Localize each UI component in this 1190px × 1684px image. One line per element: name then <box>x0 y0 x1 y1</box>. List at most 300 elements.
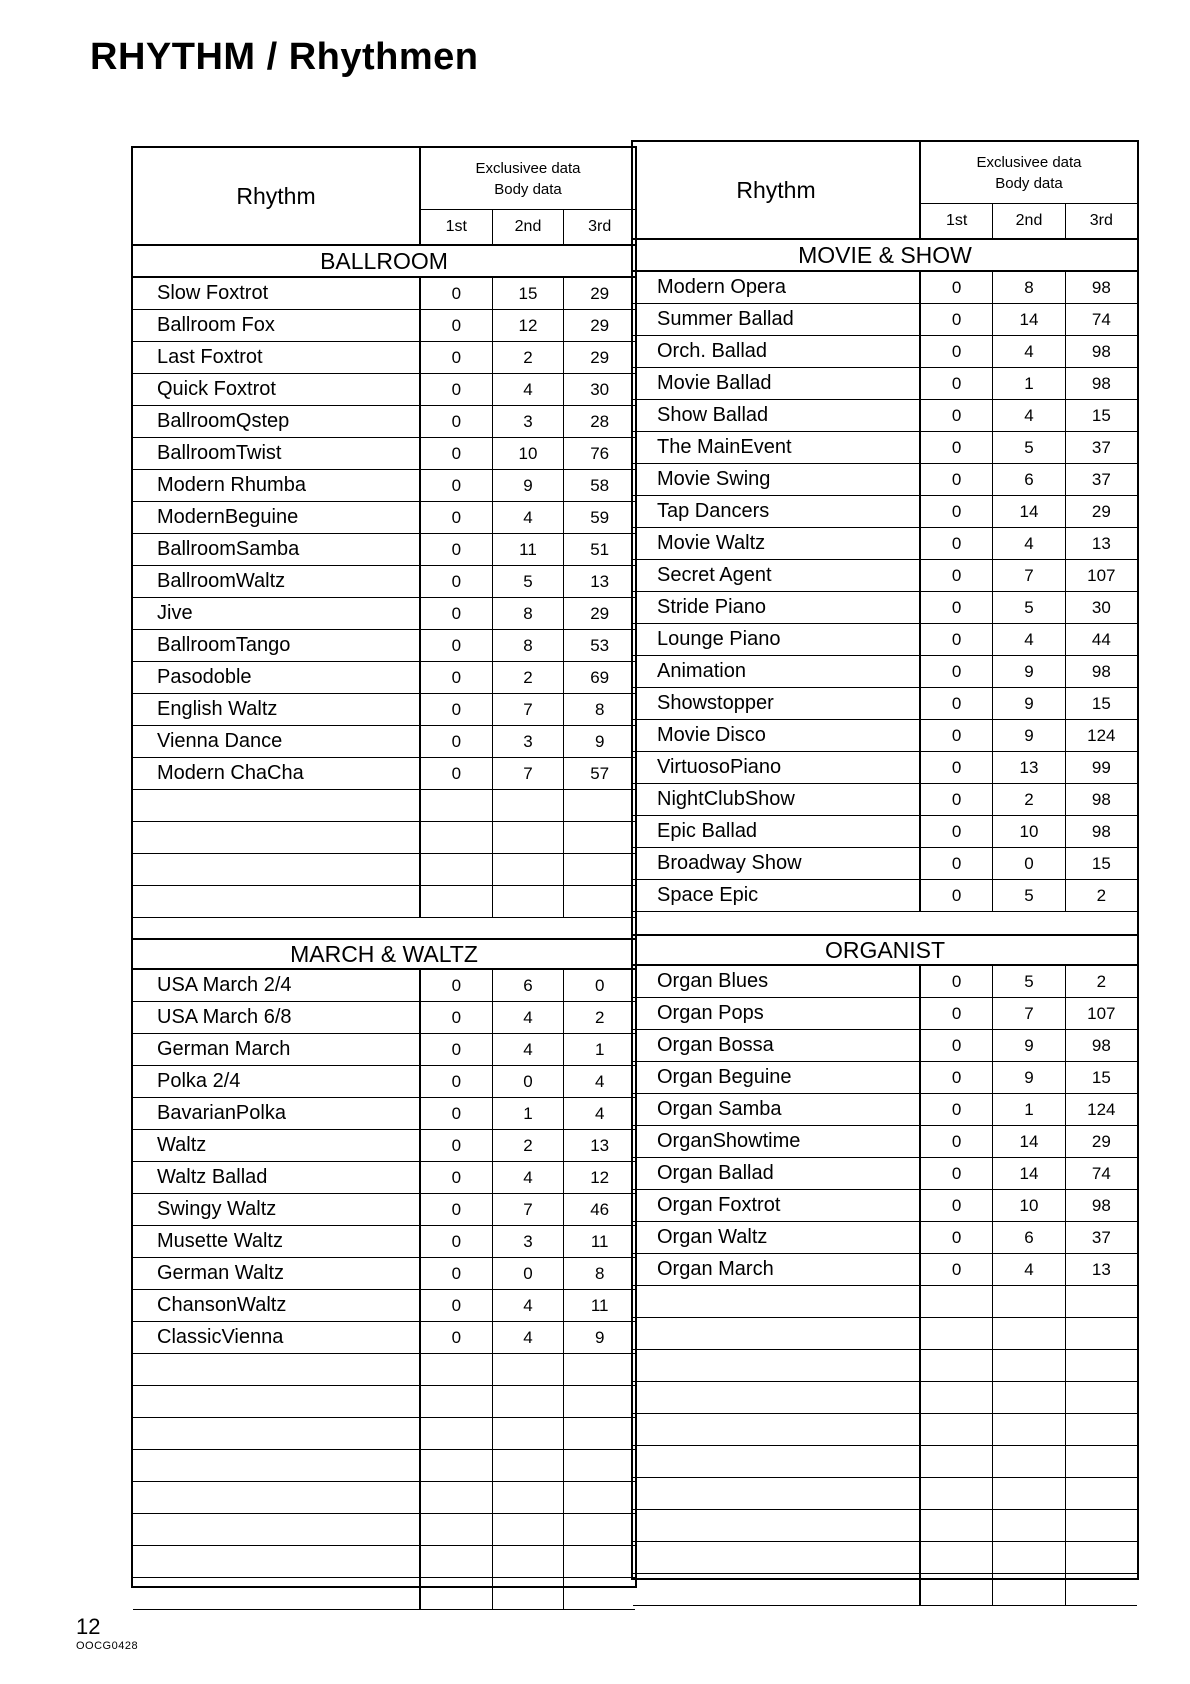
value-3rd-cell: 29 <box>563 278 635 309</box>
value-1st-cell: 0 <box>451 731 462 751</box>
value-1st-cell <box>421 822 492 853</box>
value-2nd-cell: 2 <box>492 1130 564 1161</box>
value-2nd-cell <box>992 1414 1064 1445</box>
value-2nd-cell <box>492 886 564 917</box>
table-row <box>133 1002 635 1034</box>
value-1st-cell <box>421 1578 492 1609</box>
rhythm-name-cell <box>633 1574 921 1605</box>
value-1st-cell: 0 <box>451 1135 462 1155</box>
value-3rd-cell: 98 <box>1065 368 1137 399</box>
value-3rd-cell: 37 <box>1065 464 1137 495</box>
rhythm-name-cell: ChansonWaltz <box>133 1290 421 1321</box>
value-2nd-cell: 10 <box>992 816 1064 847</box>
table-row <box>633 1126 1137 1158</box>
rhythm-name-cell: ModernBeguine <box>133 502 421 533</box>
value-2nd-cell <box>992 1446 1064 1477</box>
value-2nd-cell: 5 <box>992 880 1064 911</box>
value-2nd-cell: 6 <box>492 970 564 1001</box>
value-1st-cell: 0 <box>951 885 962 905</box>
rhythm-name-cell: Broadway Show <box>633 848 921 879</box>
table-row <box>633 368 1137 400</box>
table-row <box>633 656 1137 688</box>
value-2nd-cell <box>992 1542 1064 1573</box>
rhythm-name-cell <box>133 1354 421 1385</box>
exclusive-data-label: Exclusivee data <box>475 159 581 177</box>
value-2nd-cell <box>992 1510 1064 1541</box>
value-2nd-cell: 5 <box>992 966 1064 997</box>
empty-table-row <box>633 1446 1137 1478</box>
value-1st-cell <box>921 1574 992 1605</box>
value-2nd-cell <box>492 854 564 885</box>
empty-table-row <box>133 1354 635 1386</box>
table-row <box>633 1190 1137 1222</box>
value-2nd-cell: 9 <box>492 470 564 501</box>
value-2nd-cell <box>492 1578 564 1609</box>
section-title-organist: ORGANIST <box>633 934 1137 966</box>
value-2nd-cell: 4 <box>492 502 564 533</box>
value-1st-cell: 0 <box>451 411 462 431</box>
value-3rd-cell: 124 <box>1065 720 1137 751</box>
value-2nd-cell <box>992 1350 1064 1381</box>
table-row <box>133 1098 635 1130</box>
page-number: 12 <box>76 1614 101 1639</box>
section-title-ballroom: BALLROOM <box>133 246 635 278</box>
body-data-label: Body data <box>995 174 1063 192</box>
value-2nd-cell: 1 <box>992 1094 1064 1125</box>
value-1st-cell: 0 <box>451 1199 462 1219</box>
rhythm-name-cell: Organ Foxtrot <box>633 1190 921 1221</box>
value-1st-cell: 0 <box>951 1035 962 1055</box>
value-3rd-cell: 37 <box>1065 432 1137 463</box>
value-2nd-cell: 4 <box>492 1002 564 1033</box>
value-1st-cell: 0 <box>951 501 962 521</box>
document-code: OOCG0428 <box>76 1640 139 1652</box>
value-1st-cell <box>921 1382 992 1413</box>
value-1st-cell <box>921 1414 992 1445</box>
value-1st-cell: 0 <box>951 821 962 841</box>
rhythm-name-cell <box>133 1578 421 1609</box>
value-3rd-cell: 44 <box>1065 624 1137 655</box>
empty-table-row <box>633 1382 1137 1414</box>
rhythm-name-cell <box>133 886 421 917</box>
col-1st-header: 1st <box>445 218 467 235</box>
value-1st-cell <box>921 1286 992 1317</box>
value-2nd-cell: 9 <box>992 720 1064 751</box>
value-3rd-cell: 57 <box>563 758 635 789</box>
table-row <box>133 1034 635 1066</box>
rhythm-name-cell: Slow Foxtrot <box>133 278 421 309</box>
value-3rd-cell <box>1065 1542 1137 1573</box>
movie-show-table <box>633 272 1137 934</box>
byte-columns-header <box>921 204 1137 238</box>
table-row <box>133 566 635 598</box>
table-row <box>633 816 1137 848</box>
table-row <box>133 1130 635 1162</box>
table-row <box>633 560 1137 592</box>
rhythm-name-cell: OrganShowtime <box>633 1126 921 1157</box>
value-3rd-cell <box>1065 1414 1137 1445</box>
value-2nd-cell: 4 <box>992 528 1064 559</box>
value-1st-cell <box>421 1386 492 1417</box>
value-3rd-cell: 124 <box>1065 1094 1137 1125</box>
table-row <box>133 502 635 534</box>
rhythm-name-cell: Modern Rhumba <box>133 470 421 501</box>
value-2nd-cell: 13 <box>992 752 1064 783</box>
rhythm-name-cell: BallroomQstep <box>133 406 421 437</box>
value-1st-cell: 0 <box>451 635 462 655</box>
rhythm-name-cell: ClassicVienna <box>133 1322 421 1353</box>
value-2nd-cell: 0 <box>992 848 1064 879</box>
value-3rd-cell: 98 <box>1065 336 1137 367</box>
value-3rd-cell: 30 <box>1065 592 1137 623</box>
value-1st-cell <box>421 1450 492 1481</box>
rhythm-name-cell: BallroomTango <box>133 630 421 661</box>
value-2nd-cell: 1 <box>492 1098 564 1129</box>
rhythm-name-cell: Jive <box>133 598 421 629</box>
value-3rd-cell: 37 <box>1065 1222 1137 1253</box>
value-3rd-cell: 74 <box>1065 1158 1137 1189</box>
empty-table-row <box>133 1386 635 1418</box>
value-3rd-cell: 0 <box>563 970 635 1001</box>
value-3rd-cell: 15 <box>1065 400 1137 431</box>
table-row <box>633 496 1137 528</box>
value-3rd-cell <box>1065 1382 1137 1413</box>
section-title-march-waltz: MARCH & WALTZ <box>133 938 635 970</box>
rhythm-name-cell: USA March 6/8 <box>133 1002 421 1033</box>
table-row <box>633 592 1137 624</box>
rhythm-name-cell <box>633 1446 921 1477</box>
value-2nd-cell: 2 <box>492 662 564 693</box>
value-2nd-cell <box>492 1546 564 1577</box>
rhythm-name-cell: BallroomSamba <box>133 534 421 565</box>
rhythm-name-cell: Musette Waltz <box>133 1226 421 1257</box>
table-row <box>133 694 635 726</box>
value-3rd-cell: 99 <box>1065 752 1137 783</box>
value-1st-cell: 0 <box>951 1227 962 1247</box>
value-3rd-cell: 13 <box>1065 1254 1137 1285</box>
table-row <box>633 998 1137 1030</box>
empty-table-row <box>633 1542 1137 1574</box>
table-row <box>633 400 1137 432</box>
rhythm-name-cell: Waltz Ballad <box>133 1162 421 1193</box>
value-2nd-cell: 14 <box>992 1158 1064 1189</box>
value-2nd-cell: 8 <box>992 272 1064 303</box>
rhythm-name-cell: Organ Bossa <box>633 1030 921 1061</box>
rhythm-column-header: Rhythm <box>133 148 421 244</box>
table-row <box>633 1222 1137 1254</box>
value-1st-cell <box>421 1514 492 1545</box>
table-row <box>633 966 1137 998</box>
table-header <box>133 148 635 246</box>
table-row <box>133 598 635 630</box>
rhythm-name-cell: Animation <box>633 656 921 687</box>
empty-table-row <box>633 1414 1137 1446</box>
rhythm-name-cell <box>133 1450 421 1481</box>
value-1st-cell: 0 <box>951 789 962 809</box>
value-1st-cell: 0 <box>451 763 462 783</box>
value-2nd-cell: 8 <box>492 598 564 629</box>
value-1st-cell: 0 <box>451 475 462 495</box>
value-1st-cell <box>421 790 492 821</box>
value-3rd-cell <box>1065 1574 1137 1605</box>
value-1st-cell: 0 <box>951 629 962 649</box>
value-3rd-cell <box>563 1514 635 1545</box>
table-row <box>133 1162 635 1194</box>
value-1st-cell: 0 <box>451 699 462 719</box>
value-3rd-cell: 13 <box>563 566 635 597</box>
table-row <box>633 688 1137 720</box>
value-3rd-cell: 58 <box>563 470 635 501</box>
value-1st-cell: 0 <box>451 1295 462 1315</box>
rhythm-name-cell: Movie Swing <box>633 464 921 495</box>
value-3rd-cell: 2 <box>1065 966 1137 997</box>
empty-table-row <box>133 1450 635 1482</box>
value-3rd-cell: 98 <box>1065 784 1137 815</box>
table-row <box>133 1066 635 1098</box>
rhythm-name-cell: Secret Agent <box>633 560 921 591</box>
table-row <box>133 342 635 374</box>
exclusive-data-header <box>421 148 635 210</box>
value-3rd-cell <box>563 822 635 853</box>
value-2nd-cell: 5 <box>992 432 1064 463</box>
value-3rd-cell: 8 <box>563 1258 635 1289</box>
table-header <box>633 142 1137 240</box>
rhythm-name-cell: Movie Disco <box>633 720 921 751</box>
value-3rd-cell: 11 <box>563 1290 635 1321</box>
left-table <box>131 146 637 1588</box>
col-3rd-header: 3rd <box>1065 204 1137 238</box>
rhythm-name-cell: Lounge Piano <box>633 624 921 655</box>
empty-table-row <box>133 1546 635 1578</box>
value-3rd-cell: 4 <box>563 1098 635 1129</box>
rhythm-name-cell: Organ Pops <box>633 998 921 1029</box>
value-2nd-cell: 4 <box>992 336 1064 367</box>
value-1st-cell <box>421 1354 492 1385</box>
rhythm-name-cell <box>133 790 421 821</box>
table-row <box>133 630 635 662</box>
rhythm-name-cell: Organ March <box>633 1254 921 1285</box>
empty-table-row <box>133 790 635 822</box>
table-row <box>133 1258 635 1290</box>
col-2nd-header: 2nd <box>492 210 564 244</box>
rhythm-name-cell: BallroomWaltz <box>133 566 421 597</box>
value-1st-cell: 0 <box>451 1039 462 1059</box>
value-1st-cell: 0 <box>951 1003 962 1023</box>
value-1st-cell: 0 <box>951 341 962 361</box>
empty-table-row <box>633 1286 1137 1318</box>
value-2nd-cell: 7 <box>992 998 1064 1029</box>
value-1st-cell <box>421 1482 492 1513</box>
value-2nd-cell: 9 <box>992 1062 1064 1093</box>
value-3rd-cell: 29 <box>563 598 635 629</box>
value-2nd-cell <box>992 1286 1064 1317</box>
rhythm-name-cell: Movie Waltz <box>633 528 921 559</box>
value-2nd-cell <box>492 1354 564 1385</box>
march-waltz-table <box>133 970 635 1610</box>
value-1st-cell: 0 <box>951 971 962 991</box>
value-2nd-cell: 9 <box>992 656 1064 687</box>
value-1st-cell: 0 <box>451 283 462 303</box>
value-1st-cell: 0 <box>951 1163 962 1183</box>
value-2nd-cell: 3 <box>492 726 564 757</box>
value-3rd-cell: 30 <box>563 374 635 405</box>
rhythm-name-cell <box>633 1286 921 1317</box>
exclusive-data-header <box>921 142 1137 204</box>
value-3rd-cell <box>563 790 635 821</box>
table-row <box>633 464 1137 496</box>
value-2nd-cell <box>492 1418 564 1449</box>
value-2nd-cell <box>492 1386 564 1417</box>
value-1st-cell: 0 <box>451 975 462 995</box>
empty-table-row <box>633 1574 1137 1606</box>
value-3rd-cell: 13 <box>1065 528 1137 559</box>
value-1st-cell: 0 <box>451 1231 462 1251</box>
table-row <box>133 758 635 790</box>
table-row <box>633 336 1137 368</box>
value-3rd-cell <box>1065 1478 1137 1509</box>
value-2nd-cell: 14 <box>992 304 1064 335</box>
value-1st-cell: 0 <box>951 373 962 393</box>
table-row <box>133 278 635 310</box>
ballroom-table <box>133 278 635 938</box>
value-3rd-cell: 12 <box>563 1162 635 1193</box>
value-3rd-cell: 69 <box>563 662 635 693</box>
value-1st-cell: 0 <box>951 1099 962 1119</box>
value-1st-cell: 0 <box>951 1131 962 1151</box>
value-3rd-cell: 2 <box>1065 880 1137 911</box>
table-row <box>133 1290 635 1322</box>
value-1st-cell: 0 <box>451 507 462 527</box>
table-row <box>133 1194 635 1226</box>
rhythm-name-cell <box>633 1350 921 1381</box>
rhythm-name-cell: German March <box>133 1034 421 1065</box>
value-2nd-cell: 1 <box>992 368 1064 399</box>
value-3rd-cell <box>563 1546 635 1577</box>
value-1st-cell: 0 <box>951 1067 962 1087</box>
value-2nd-cell: 9 <box>992 1030 1064 1061</box>
value-2nd-cell <box>492 1450 564 1481</box>
rhythm-name-cell: The MainEvent <box>633 432 921 463</box>
value-1st-cell: 0 <box>451 315 462 335</box>
rhythm-name-cell: Vienna Dance <box>133 726 421 757</box>
value-3rd-cell: 15 <box>1065 848 1137 879</box>
value-3rd-cell: 107 <box>1065 560 1137 591</box>
rhythm-name-cell: German Waltz <box>133 1258 421 1289</box>
value-2nd-cell: 10 <box>492 438 564 469</box>
rhythm-name-cell <box>633 1382 921 1413</box>
rhythm-name-cell: Waltz <box>133 1130 421 1161</box>
table-row <box>133 1322 635 1354</box>
value-3rd-cell: 15 <box>1065 1062 1137 1093</box>
table-row <box>633 1254 1137 1286</box>
value-3rd-cell: 29 <box>1065 1126 1137 1157</box>
value-2nd-cell: 3 <box>492 1226 564 1257</box>
table-row <box>633 1062 1137 1094</box>
table-row <box>133 970 635 1002</box>
value-1st-cell <box>921 1510 992 1541</box>
value-3rd-cell: 76 <box>563 438 635 469</box>
right-table <box>631 140 1139 1580</box>
value-3rd-cell: 2 <box>563 1002 635 1033</box>
value-2nd-cell: 9 <box>992 688 1064 719</box>
value-1st-cell: 0 <box>451 347 462 367</box>
table-row <box>633 272 1137 304</box>
table-row <box>133 310 635 342</box>
table-row <box>633 624 1137 656</box>
value-3rd-cell <box>563 1386 635 1417</box>
empty-table-row <box>133 1418 635 1450</box>
empty-table-row <box>133 1482 635 1514</box>
rhythm-name-cell <box>633 1478 921 1509</box>
value-1st-cell: 0 <box>951 437 962 457</box>
rhythm-name-cell: Organ Ballad <box>633 1158 921 1189</box>
value-1st-cell: 0 <box>951 309 962 329</box>
value-2nd-cell: 4 <box>992 1254 1064 1285</box>
rhythm-name-cell: BallroomTwist <box>133 438 421 469</box>
rhythm-name-cell: Pasodoble <box>133 662 421 693</box>
value-2nd-cell: 14 <box>992 496 1064 527</box>
rhythm-name-cell: USA March 2/4 <box>133 970 421 1001</box>
value-1st-cell: 0 <box>951 1259 962 1279</box>
value-3rd-cell: 98 <box>1065 656 1137 687</box>
rhythm-name-cell <box>133 1514 421 1545</box>
value-2nd-cell: 2 <box>492 342 564 373</box>
value-3rd-cell: 98 <box>1065 1030 1137 1061</box>
empty-table-row <box>133 854 635 886</box>
value-2nd-cell <box>492 1482 564 1513</box>
value-1st-cell: 0 <box>451 379 462 399</box>
value-1st-cell: 0 <box>951 533 962 553</box>
value-2nd-cell: 7 <box>492 758 564 789</box>
value-3rd-cell: 9 <box>563 726 635 757</box>
rhythm-name-cell <box>133 1386 421 1417</box>
value-3rd-cell: 11 <box>563 1226 635 1257</box>
value-3rd-cell <box>1065 1510 1137 1541</box>
table-row <box>133 662 635 694</box>
value-1st-cell <box>921 1350 992 1381</box>
value-2nd-cell: 7 <box>492 1194 564 1225</box>
table-row <box>133 406 635 438</box>
value-1st-cell: 0 <box>951 661 962 681</box>
rhythm-name-cell: Orch. Ballad <box>633 336 921 367</box>
table-row <box>133 438 635 470</box>
rhythm-name-cell: Polka 2/4 <box>133 1066 421 1097</box>
rhythm-name-cell <box>133 1546 421 1577</box>
value-1st-cell: 0 <box>951 757 962 777</box>
value-1st-cell: 0 <box>451 1071 462 1091</box>
value-3rd-cell: 98 <box>1065 1190 1137 1221</box>
table-row <box>633 1094 1137 1126</box>
value-3rd-cell: 9 <box>563 1322 635 1353</box>
rhythm-name-cell: Organ Blues <box>633 966 921 997</box>
rhythm-name-cell: Ballroom Fox <box>133 310 421 341</box>
table-row <box>133 726 635 758</box>
value-1st-cell: 0 <box>451 443 462 463</box>
rhythm-name-cell: Organ Samba <box>633 1094 921 1125</box>
value-3rd-cell <box>1065 1350 1137 1381</box>
value-3rd-cell: 4 <box>563 1066 635 1097</box>
value-2nd-cell <box>992 1382 1064 1413</box>
value-1st-cell: 0 <box>451 571 462 591</box>
value-3rd-cell: 1 <box>563 1034 635 1065</box>
value-1st-cell: 0 <box>451 1327 462 1347</box>
rhythm-name-cell: Showstopper <box>633 688 921 719</box>
value-2nd-cell: 5 <box>492 566 564 597</box>
table-row <box>633 432 1137 464</box>
value-1st-cell <box>421 854 492 885</box>
empty-table-row <box>133 886 635 918</box>
value-3rd-cell: 46 <box>563 1194 635 1225</box>
